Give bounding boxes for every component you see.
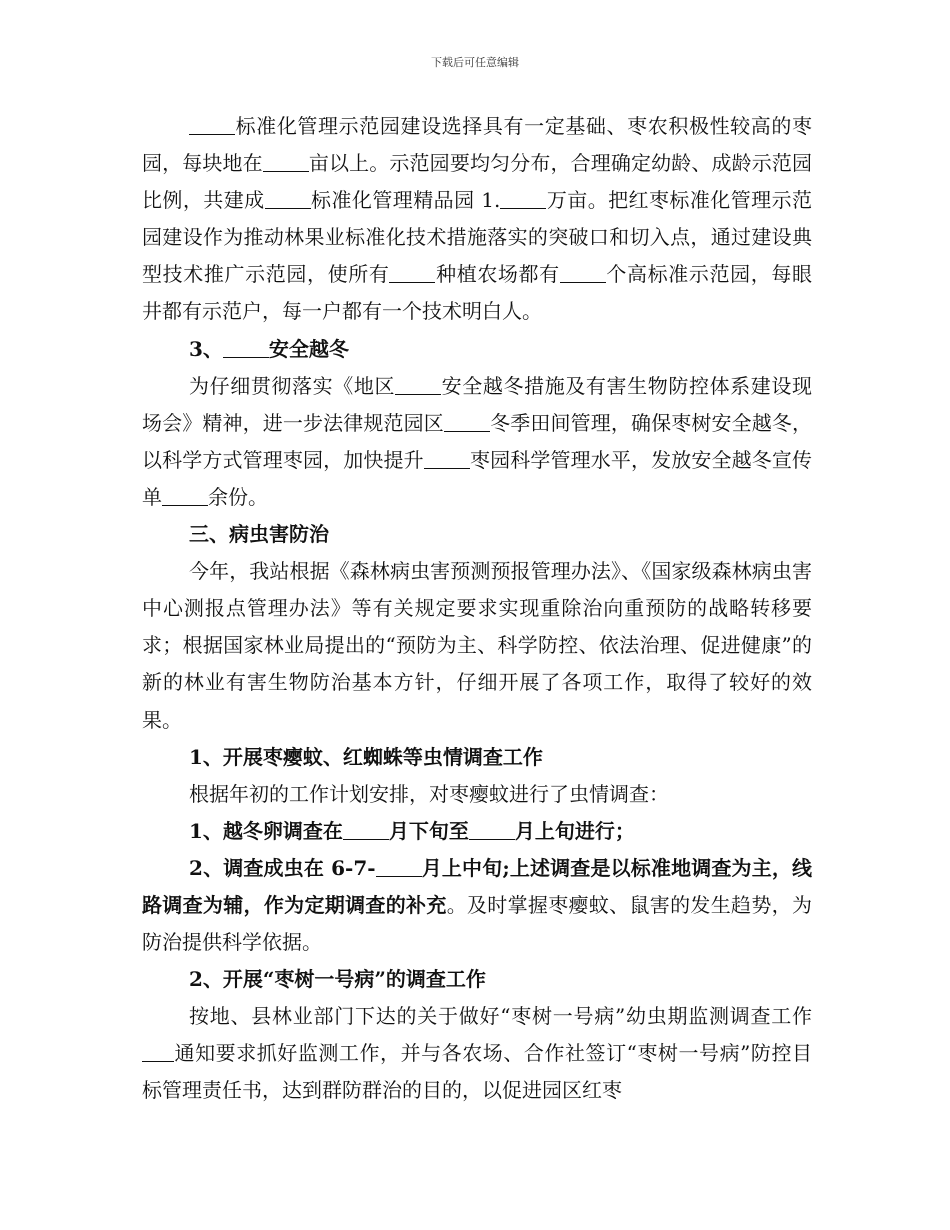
blank-line xyxy=(395,374,441,395)
blank-line xyxy=(389,262,435,283)
heading-pest-control: 三、病虫害防治 xyxy=(189,522,329,547)
text-run: 为仔细贯彻落实《地区 xyxy=(189,373,396,398)
blank-line xyxy=(560,262,606,283)
text-run: 1、越冬卵调查在 xyxy=(189,818,343,843)
paragraph-survey-plan: 根据年初的工作计划安排，对枣瘿蚊进行了虫情调查： xyxy=(189,781,669,806)
text-run: 亩以上。示范园要均匀分布，合理确定幼龄、成龄示范园比例，共建成 xyxy=(142,151,813,213)
text-run: 种植农场都有 xyxy=(435,262,560,287)
blank-line xyxy=(162,485,208,506)
text-run: 安全越冬 xyxy=(268,336,349,361)
text-run: 月上中旬;上述调查是以标准地调查为主，线路调查为辅，作为定期调查的补充 xyxy=(142,855,812,917)
blank-line xyxy=(500,188,546,209)
text-run: 月下旬至 xyxy=(388,818,469,843)
text-run: 标准化管理示范园建设选择具有一定基础、枣农积极性较高的枣园，每块地在 xyxy=(142,114,812,176)
blank-line xyxy=(263,151,309,172)
heading-disease-survey: 2、开展“枣树一号病”的调查工作 xyxy=(189,967,486,992)
paragraph-pest-control: 今年，我站根据《森林病虫害预测预报管理办法》、《国家级森林病虫害中心测报点管理办法》等有关规定要求实现重除治向重预防的战略转移要求；根据国家林业局提出的“预防为主、科学防控、依法治理、促进健康”的新的林业有害生物防治基本方针，仔细开展了各项工作，取得了较好的效果。 xyxy=(142,559,812,732)
blank-line xyxy=(444,411,490,432)
document-body xyxy=(142,108,812,1110)
paragraph-demo-garden xyxy=(142,108,812,331)
blank-line xyxy=(265,188,311,209)
heading-safe-wintering xyxy=(142,331,812,368)
heading-insect-survey: 1、开展枣瘿蚊、红蜘蛛等虫情调查工作 xyxy=(189,744,543,769)
paragraph-disease-survey xyxy=(142,998,812,1109)
text-run: 安全越冬措施及有害生物防控体系建设现场会》精神，进一步法律规范园区 xyxy=(142,373,813,435)
blank-line xyxy=(189,114,235,135)
text-run: 万亩。把红枣标准化管理示范园建设作为推动林果业标准化技术措施落实的突破口和切入点，通过建设典型技术推广示范园，使所有 xyxy=(142,188,813,287)
text-run: 通知要求抓好监测工作，并与各农场、合作社签订“枣树一号病”防控目标管理责任书，达到群防群治的目的，以促进园区红枣 xyxy=(142,1041,812,1103)
paragraph-adult-survey xyxy=(142,850,812,961)
paragraph-egg-survey xyxy=(142,813,812,850)
text-run: 按地、县林业部门下达的关于做好“枣树一号病”幼虫期监测调查工作 xyxy=(189,1004,812,1029)
blank-line xyxy=(142,1041,174,1062)
text-run: 余份。 xyxy=(208,484,268,509)
blank-line xyxy=(343,819,389,840)
text-run: 个高标准示范园，每眼井都有示范户，每一户都有一个技术明白人。 xyxy=(142,262,813,324)
text-run: 枣园科学管理水平，发放安全越冬宣传单 xyxy=(142,447,813,509)
text-run: 月上旬进行； xyxy=(514,818,635,843)
blank-line xyxy=(424,448,470,469)
paragraph-wintering xyxy=(142,368,812,516)
page-header: 下载后可任意编辑 xyxy=(431,56,519,69)
blank-line xyxy=(376,856,422,877)
text-run: 。及时掌握枣瘿蚊、鼠害的发生趋势，为防治提供科学依据。 xyxy=(142,892,812,955)
text-run: 冬季田间管理，确保枣树安全越冬，以科学方式管理枣园，加快提升 xyxy=(142,410,813,472)
text-run: 3、 xyxy=(189,336,223,361)
blank-line xyxy=(469,819,515,840)
text-run: 标准化管理精品园 1. xyxy=(310,188,501,213)
text-run: 2、调查成虫在 6-7- xyxy=(189,855,376,880)
blank-line xyxy=(223,337,269,358)
